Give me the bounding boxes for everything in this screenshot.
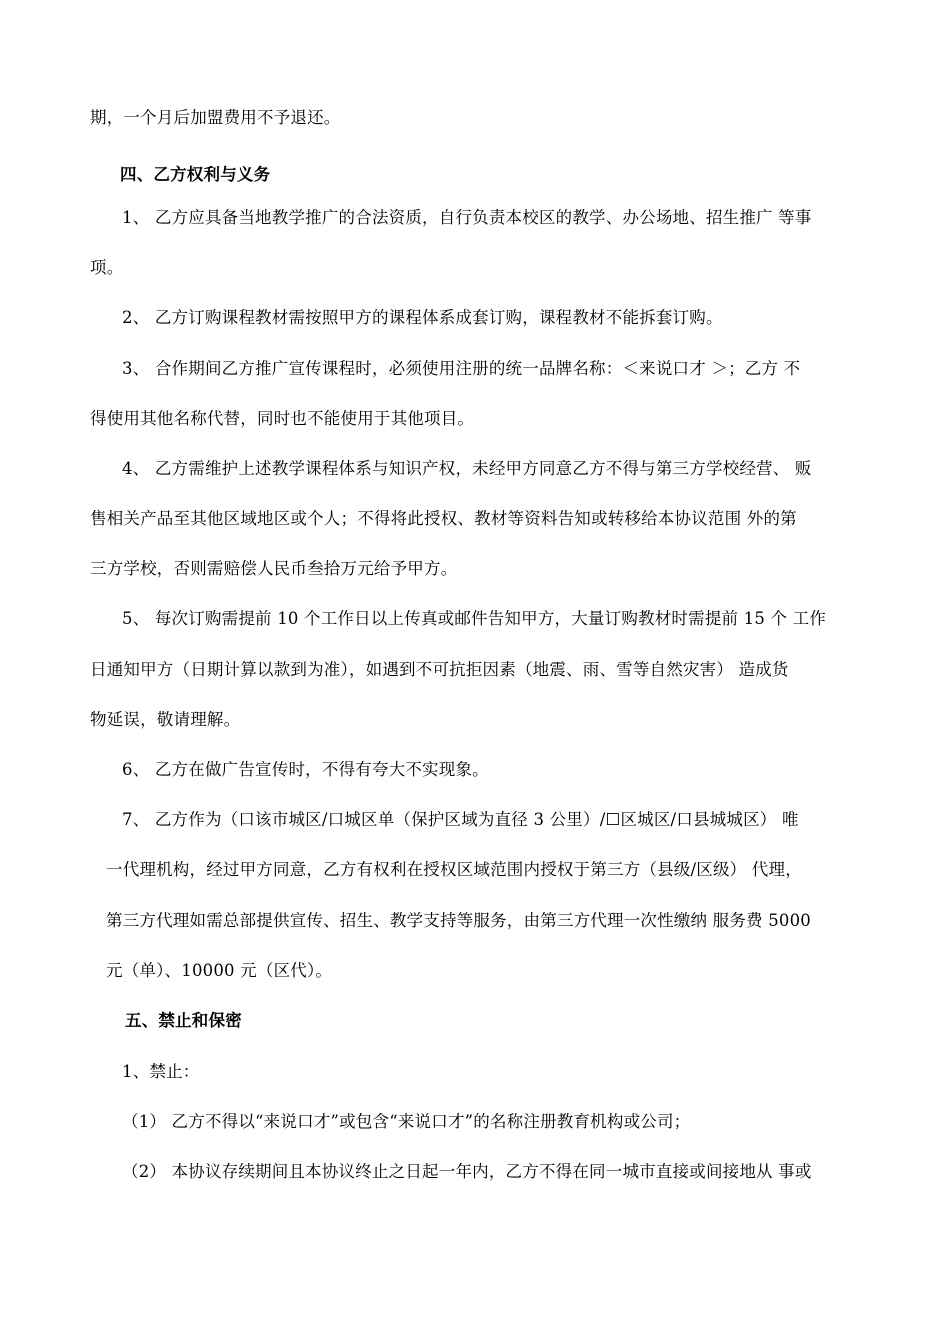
clause-7-line-4: 元（单）、10000 元（区代）。: [106, 961, 333, 980]
clause-5-line-3: 物延误，敬请理解。: [90, 710, 241, 729]
clause-7-line-1: 7、 乙方作为（口该市城区/口城区单（保护区域为直径 3 公里）/☐区城区/口县城城区） 唯: [122, 810, 799, 829]
clause-7-line-2: 一代理机构，经过甲方同意，乙方有权利在授权区域范围内授权于第三方（县级/区级） 代理，: [106, 860, 802, 879]
clause-5-line-2: 日通知甲方（日期计算以款到为准），如遇到不可抗拒因素（地震、雨、雪等自然灾害） 造成货: [90, 660, 789, 679]
clause-2: 2、 乙方订购课程教材需按照甲方的课程体系成套订购，课程教材不能拆套订购。: [122, 308, 723, 327]
paragraph-continuation: 期，一个月后加盟费用不予退还。: [90, 108, 341, 127]
clause-1-line-1: 1、 乙方应具备当地教学推广的合法资质，自行负责本校区的教学、办公场地、招生推广 等事: [122, 208, 812, 227]
clause-4-line-1: 4、 乙方需维护上述教学课程体系与知识产权，未经甲方同意乙方不得与第三方学校经营、 贩: [122, 459, 812, 478]
prohibition-item-2: （2） 本协议存续期间且本协议终止之日起一年内，乙方不得在同一城市直接或间接地从 事或: [122, 1162, 812, 1181]
clause-4-line-2: 售相关产品至其他区域地区或个人；不得将此授权、教材等资料告知或转移给本协议范围 外的第: [90, 509, 797, 528]
prohibition-item-1: （1） 乙方不得以“来说口才”或包含“来说口才”的名称注册教育机构或公司；: [122, 1112, 691, 1131]
clause-6: 6、 乙方在做广告宣传时，不得有夸大不实现象。: [122, 760, 489, 779]
clause-7-line-3: 第三方代理如需总部提供宣传、招生、教学支持等服务，由第三方代理一次性缴纳 服务费 5000: [106, 911, 811, 930]
subsection-prohibition: 1、禁止：: [122, 1062, 200, 1081]
clause-3-line-2: 得使用其他名称代替，同时也不能使用于其他项目。: [90, 409, 475, 428]
clause-4-line-3: 三方学校，否则需赔偿人民币叁拾万元给予甲方。: [90, 559, 458, 578]
clause-1-line-2: 项。: [90, 258, 124, 277]
clause-3-line-1: 3、 合作期间乙方推广宣传课程时，必须使用注册的统一品牌名称：＜来说口才 ＞；乙方 不: [122, 359, 801, 378]
section-heading-party-b-rights: 四、乙方权利与义务: [120, 165, 271, 184]
section-heading-prohibition-confidentiality: 五、禁止和保密: [125, 1011, 242, 1030]
clause-5-line-1: 5、 每次订购需提前 10 个工作日以上传真或邮件告知甲方，大量订购教材时需提前 15 个 工作: [122, 609, 827, 628]
